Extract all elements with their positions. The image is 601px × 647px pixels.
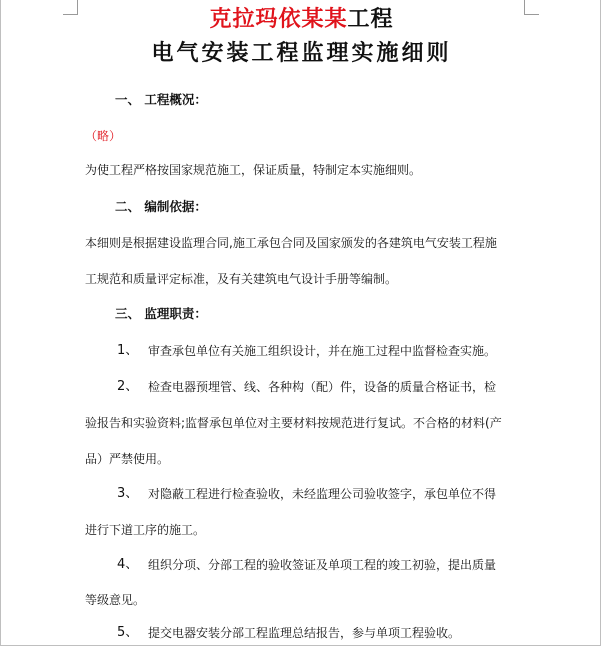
section-2-heading: 二、 编制依据： [115, 199, 207, 214]
item-3-line-2: 进行下道工序的施工。 [85, 523, 206, 537]
title-project-suffix: 工程 [347, 6, 394, 32]
document-title [1, 4, 601, 34]
section-2-body-line-2: 工规范和质量评定标准，及有关建筑电气设计手册等编制。 [85, 272, 398, 286]
section-1-note: （略） [85, 129, 122, 143]
item-2-line-1: 检查电器预埋管、线、各种构（配）件，设备的质量合格证书，检 [148, 380, 497, 394]
item-2-line-3: 品）严禁使用。 [85, 452, 170, 466]
item-4-number: 4、 [117, 557, 139, 572]
item-5-number: 5、 [117, 625, 139, 640]
section-3-heading: 三、 监理职责： [115, 306, 207, 321]
item-1-line-1: 审查承包单位有关施工组织设计，并在施工过程中监督检查实施。 [148, 344, 497, 358]
document-subtitle: 电气安装工程监理实施细则 [151, 40, 452, 66]
item-5-line-1: 提交电器安装分部工程监理总结报告，参与单项工程验收。 [148, 626, 461, 640]
item-2-line-2: 验报告和实验资料;监督承包单位对主要材料按规范进行复试。不合格的材料(产 [85, 416, 502, 430]
item-4-line-1: 组织分项、分部工程的验收签证及单项工程的竣工初验，提出质量 [148, 558, 497, 572]
title-project-name: 克拉玛依某某 [209, 6, 348, 32]
section-2-body-line-1: 本细则是根据建设监理合同,施工承包合同及国家颁发的各建筑电气安装工程施 [85, 236, 497, 250]
item-3-number: 3、 [117, 486, 139, 501]
item-4-line-2: 等级意见。 [85, 593, 146, 607]
item-1-number: 1、 [117, 343, 139, 358]
section-1-heading: 一、 工程概况： [115, 92, 207, 107]
section-1-body: 为使工程严格按国家规范施工，保证质量，特制定本实施细则。 [85, 163, 422, 177]
item-2-number: 2、 [117, 379, 139, 394]
item-3-line-1: 对隐蔽工程进行检查验收，未经监理公司验收签字，承包单位不得 [148, 487, 497, 501]
